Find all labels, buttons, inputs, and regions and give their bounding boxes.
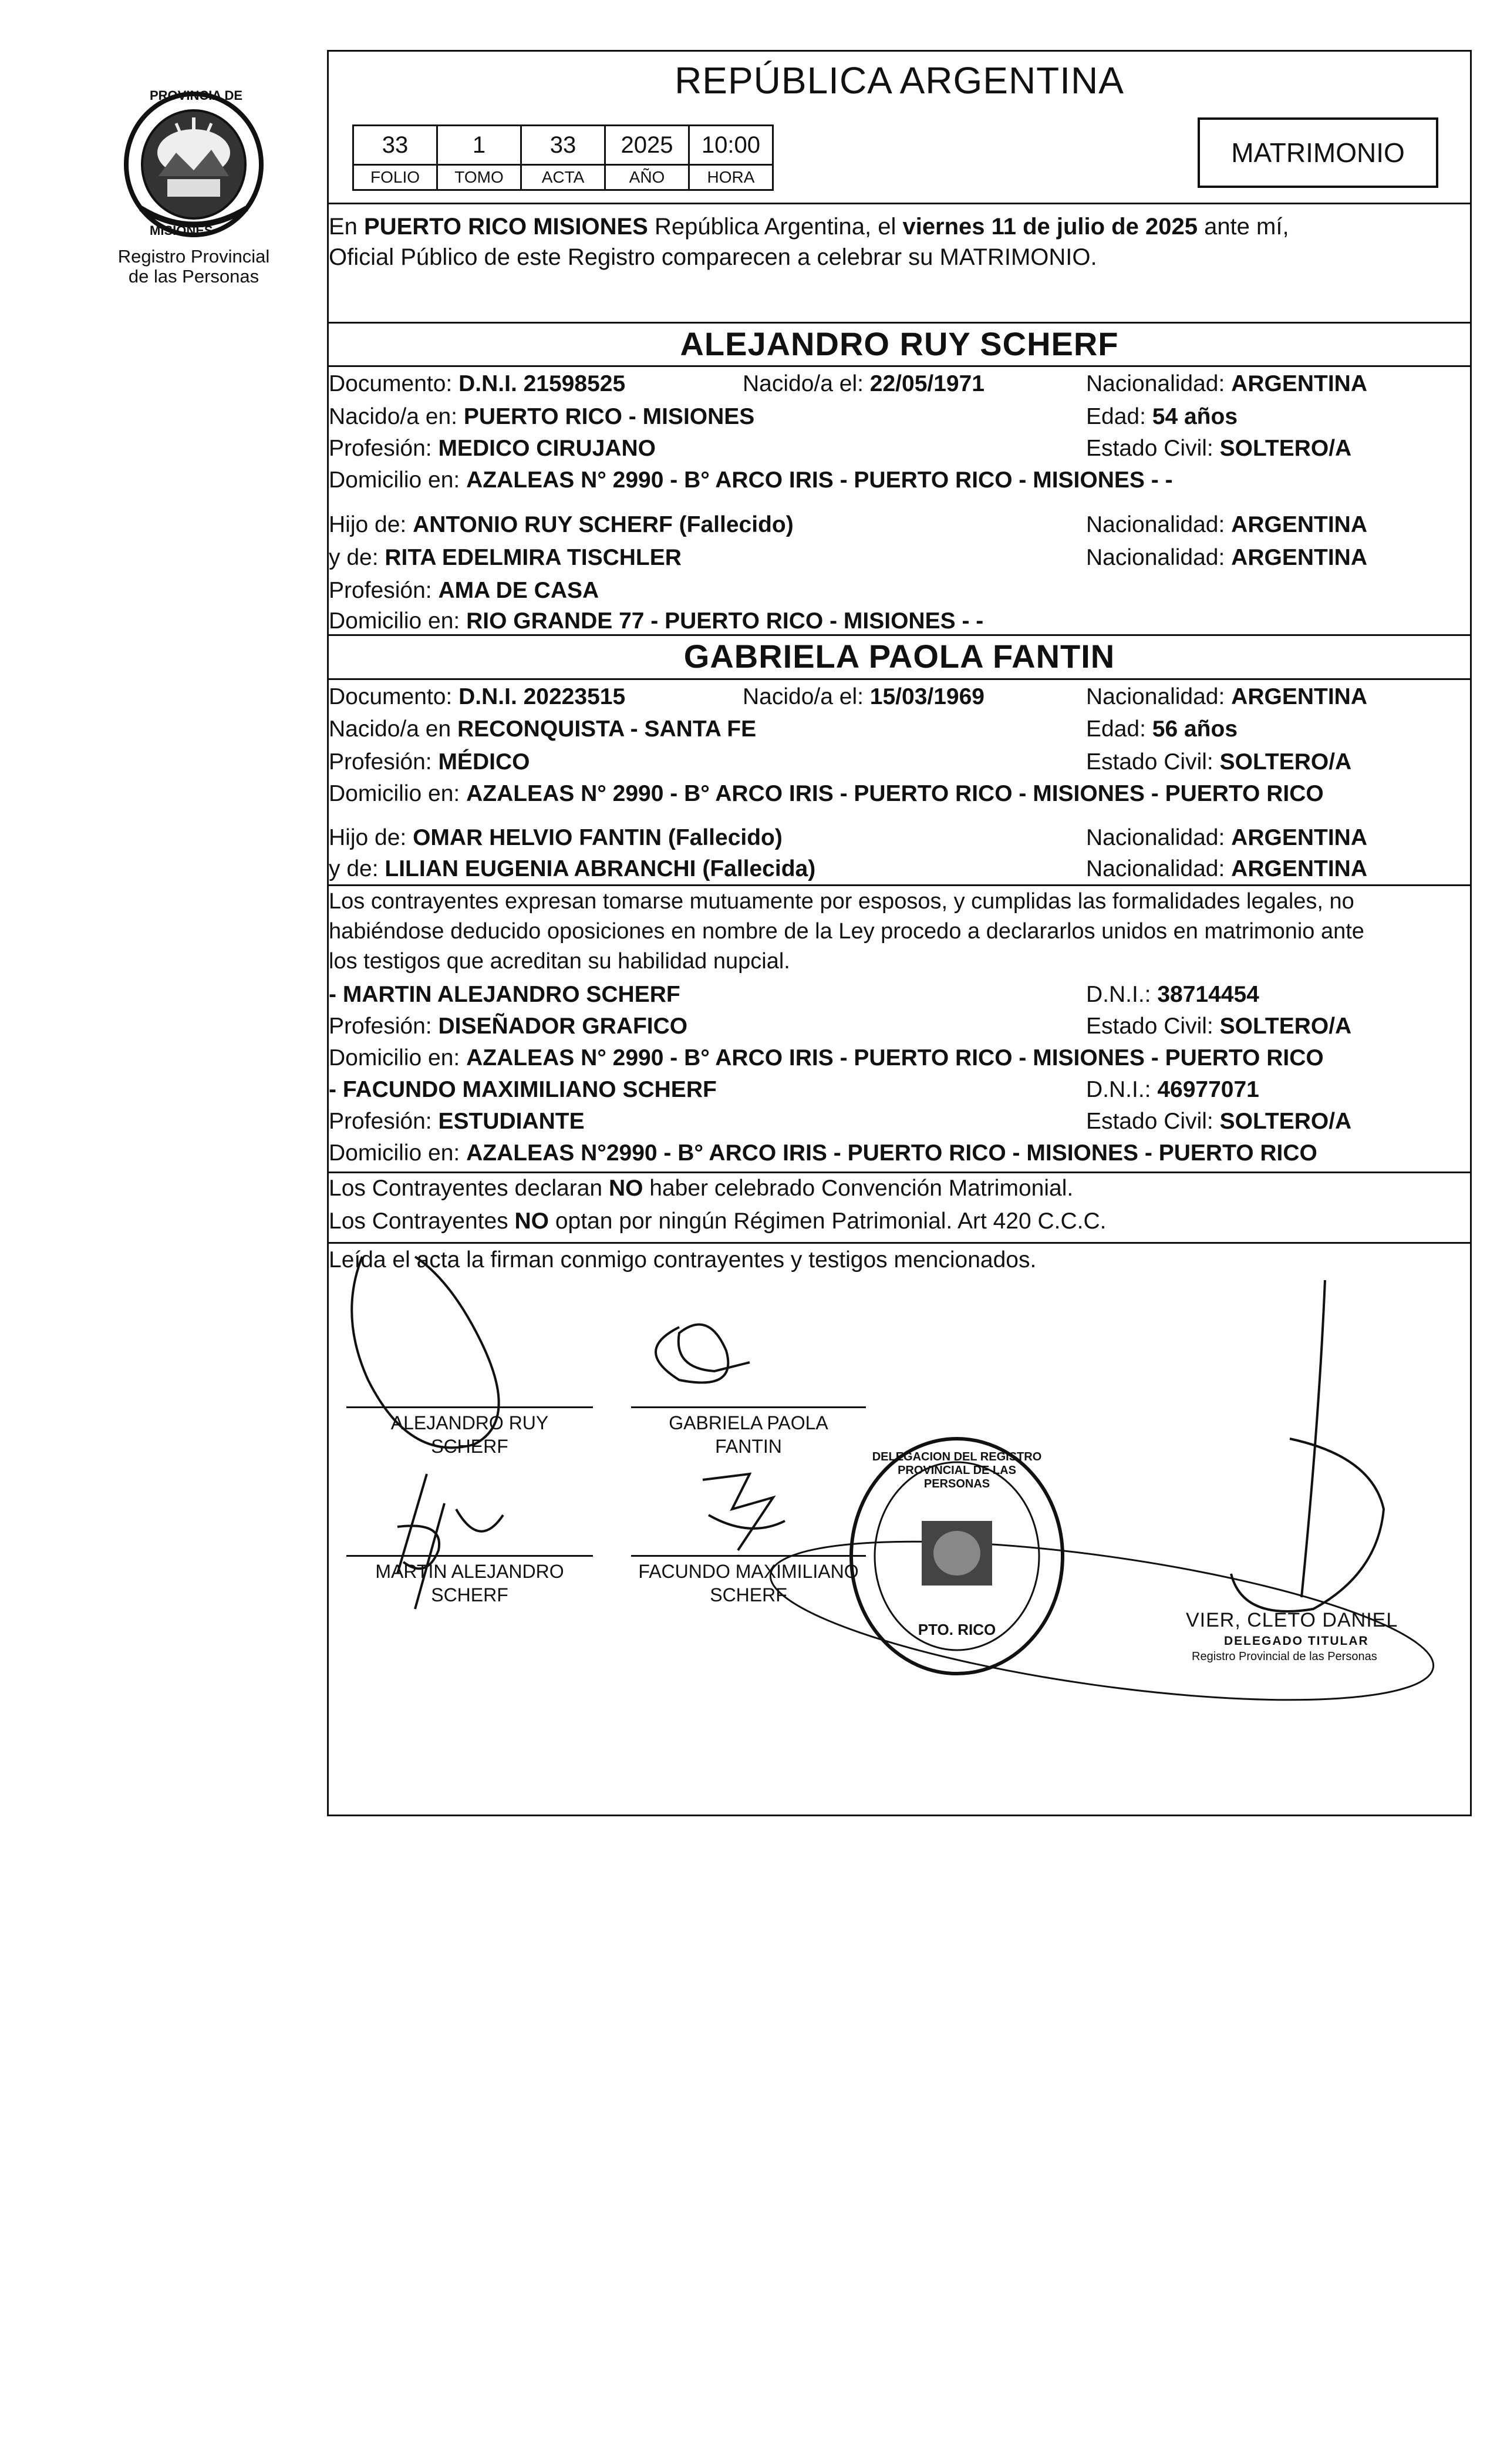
ano-value: 2025	[605, 126, 689, 165]
acta-value: 33	[521, 126, 605, 165]
witness1-profession: Profesión: DISEÑADOR GRAFICO	[329, 1014, 688, 1039]
witness2-address: Domicilio en: AZALEAS N°2990 - B° ARCO IRIS - PUERTO RICO - MISIONES - PUERTO RICO	[329, 1140, 1317, 1166]
signature-label-spouse1: ALEJANDRO RUY SCHERF	[390, 1412, 549, 1457]
divider	[327, 322, 1472, 324]
divider	[327, 203, 1472, 204]
spouse1-father: Hijo de: ANTONIO RUY SCHERF (Fallecido)	[329, 512, 794, 537]
spouse1-profession: Profesión: MEDICO CIRUJANO	[329, 436, 656, 461]
stamp-bottom-text: PTO. RICO	[918, 1621, 996, 1638]
seal-text-bottom: MISIONES	[150, 223, 213, 238]
declaration-line-2: habiéndose deducido oposiciones en nombre de la Ley procedo a declararlos unidos en matrimonio ante	[329, 919, 1364, 944]
document-type-box: MATRIMONIO	[1198, 117, 1438, 188]
witness1-civil-status: Estado Civil: SOLTERO/A	[1086, 1014, 1352, 1039]
divider	[327, 884, 1472, 886]
signature-label-spouse2: GABRIELA PAOLA FANTIN	[669, 1412, 828, 1457]
registry-name-line2: de las Personas	[128, 266, 259, 287]
spouse1-document: Documento: D.N.I. 21598525	[329, 371, 626, 396]
spouse1-parent-address: Domicilio en: RIO GRANDE 77 - PUERTO RICO - MISIONES - -	[329, 608, 984, 634]
hora-value: 10:00	[689, 126, 773, 165]
spouse2-age: Edad: 56 años	[1086, 716, 1238, 742]
reference-table	[352, 124, 774, 191]
spouse2-name: GABRIELA PAOLA FANTIN	[683, 638, 1115, 675]
intro-line-1	[329, 211, 1289, 242]
spouse2-birthdate: Nacido/a el: 15/03/1969	[743, 684, 984, 709]
intro-place: PUERTO RICO MISIONES	[364, 214, 648, 240]
signature-label-witness1: MARTIN ALEJANDRO SCHERF	[375, 1561, 564, 1605]
official-name: VIER, CLETO DANIEL	[1186, 1609, 1398, 1631]
tomo-label: TOMO	[437, 165, 521, 190]
witness1-address: Domicilio en: AZALEAS N° 2990 - B° ARCO IRIS - PUERTO RICO - MISIONES - PUERTO RICO	[329, 1045, 1324, 1071]
ano-label: AÑO	[605, 165, 689, 190]
witness2-dni: D.N.I.: 46977071	[1086, 1077, 1259, 1102]
spouse1-mother: y de: RITA EDELMIRA TISCHLER	[329, 545, 682, 570]
hora-label: HORA	[689, 165, 773, 190]
spouse2-profession: Profesión: MÉDICO	[329, 749, 530, 775]
country-title: REPÚBLICA ARGENTINA	[675, 59, 1124, 102]
spouse2-father-nationality: Nacionalidad: ARGENTINA	[1086, 825, 1368, 850]
declaration-line-1: Los contrayentes expresan tomarse mutuamente por esposos, y cumplidas las formalidades legales, no	[329, 889, 1354, 914]
spouse2-mother-nationality: Nacionalidad: ARGENTINA	[1086, 856, 1368, 881]
folio-value: 33	[353, 126, 437, 165]
declaration-line-3: los testigos que acreditan su habilidad nupcial.	[329, 949, 790, 974]
spouse1-birthplace: Nacido/a en: PUERTO RICO - MISIONES	[329, 404, 755, 429]
divider	[327, 1172, 1472, 1173]
spouse1-nationality: Nacionalidad: ARGENTINA	[1086, 371, 1368, 396]
spouse2-mother: y de: LILIAN EUGENIA ABRANCHI (Fallecida)	[329, 856, 816, 881]
witness2-profession: Profesión: ESTUDIANTE	[329, 1109, 585, 1134]
witness2-name: - FACUNDO MAXIMILIANO SCHERF	[329, 1077, 717, 1102]
spouse1-mother-nationality: Nacionalidad: ARGENTINA	[1086, 545, 1368, 570]
divider	[327, 365, 1472, 367]
convention-note: Los Contrayentes declaran NO haber celebrado Convención Matrimonial.	[329, 1176, 1074, 1201]
official-title: DELEGADO TITULAR	[1224, 1634, 1369, 1648]
regime-note: Los Contrayentes NO optan por ningún Régimen Patrimonial. Art 420 C.C.C.	[329, 1209, 1107, 1234]
official-organization: Registro Provincial de las Personas	[1192, 1650, 1377, 1663]
intro-text: ante mí,	[1197, 214, 1289, 240]
spouse1-age: Edad: 54 años	[1086, 404, 1238, 429]
spouse2-father: Hijo de: OMAR HELVIO FANTIN (Fallecido)	[329, 825, 783, 850]
witness1-name: - MARTIN ALEJANDRO SCHERF	[329, 982, 680, 1007]
spouse2-birthplace: Nacido/a en RECONQUISTA - SANTA FE	[329, 716, 757, 742]
intro-text: República Argentina, el	[648, 214, 903, 240]
signature-label-witness2: FACUNDO MAXIMILIANO SCHERF	[638, 1561, 859, 1605]
divider	[327, 634, 1472, 636]
stamp-ring-text: DELEGACION DEL REGISTRO PROVINCIAL DE LAS PERSONAS	[872, 1450, 1042, 1490]
read-statement: Leída el acta la firman conmigo contrayentes y testigos mencionados.	[329, 1247, 1037, 1273]
spouse1-birthdate: Nacido/a el: 22/05/1971	[743, 371, 984, 396]
intro-text: En	[329, 214, 365, 240]
spouse1-parent-profession: Profesión: AMA DE CASA	[329, 578, 599, 603]
delegation-stamp	[845, 1433, 1068, 1679]
spouse1-name: ALEJANDRO RUY SCHERF	[680, 325, 1119, 362]
spouse2-nationality: Nacionalidad: ARGENTINA	[1086, 684, 1368, 709]
seal-text-top: PROVINCIA DE	[150, 88, 243, 103]
folio-label: FOLIO	[353, 165, 437, 190]
divider	[327, 1242, 1472, 1244]
spouse2-civil-status: Estado Civil: SOLTERO/A	[1086, 749, 1352, 775]
registry-name	[94, 247, 294, 287]
spouse2-address: Domicilio en: AZALEAS N° 2990 - B° ARCO IRIS - PUERTO RICO - MISIONES - PUERTO RICO	[329, 781, 1324, 806]
intro-date: viernes 11 de julio de 2025	[902, 214, 1198, 240]
spouse1-address: Domicilio en: AZALEAS N° 2990 - B° ARCO IRIS - PUERTO RICO - MISIONES - -	[329, 467, 1173, 493]
spouse2-document: Documento: D.N.I. 20223515	[329, 684, 626, 709]
acta-label: ACTA	[521, 165, 605, 190]
registry-name-line1: Registro Provincial	[117, 246, 270, 267]
divider	[327, 678, 1472, 680]
spouse1-father-nationality: Nacionalidad: ARGENTINA	[1086, 512, 1368, 537]
spouse1-civil-status: Estado Civil: SOLTERO/A	[1086, 436, 1352, 461]
witness1-dni: D.N.I.: 38714454	[1086, 982, 1259, 1007]
tomo-value: 1	[437, 126, 521, 165]
witness2-civil-status: Estado Civil: SOLTERO/A	[1086, 1109, 1352, 1134]
intro-line-2: Oficial Público de este Registro comparecen a celebrar su MATRIMONIO.	[329, 244, 1097, 270]
